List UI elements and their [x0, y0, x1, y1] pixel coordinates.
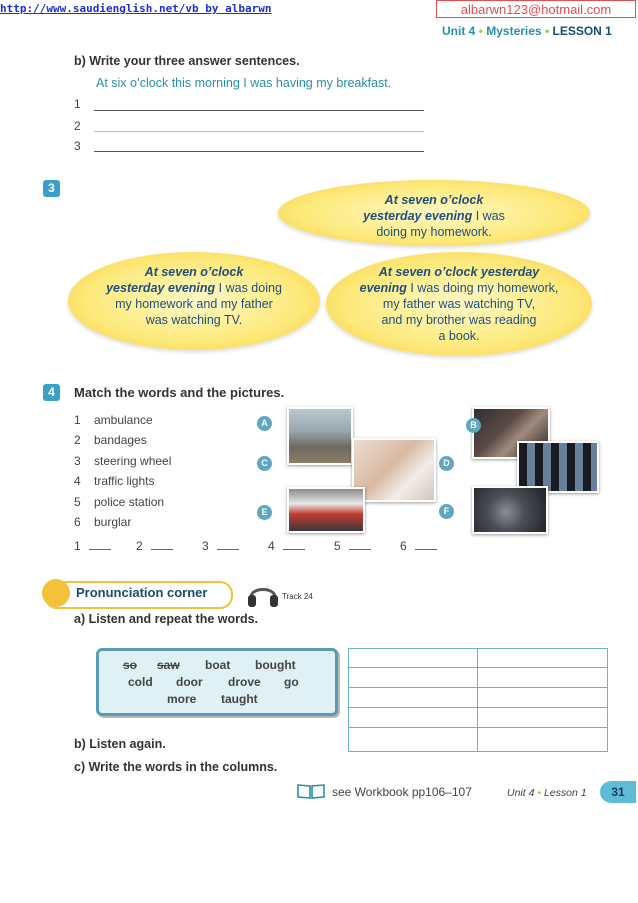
line-number-2: 2 — [74, 119, 81, 133]
word-bought: bought — [255, 658, 296, 672]
answer-blank-6[interactable]: 6 — [400, 539, 437, 553]
word-item: 2 bandages — [74, 433, 147, 448]
bubble-left-line-4: was watching TV. — [145, 313, 243, 327]
page-number: 31 — [600, 781, 636, 803]
line-number-1: 1 — [74, 97, 81, 111]
bubble-right-line-3: my father was watching TV, — [382, 297, 536, 311]
unit-label: Unit 4 — [442, 24, 476, 38]
word-drove: drove — [228, 675, 261, 689]
word-item: 5 police station — [74, 494, 165, 509]
answer-blank-1[interactable]: 1 — [74, 539, 111, 553]
bubble-right-line-1: At seven o’clock yesterday — [378, 265, 540, 279]
word-saw: saw — [157, 658, 180, 672]
bubble-top-line-2b: I was — [472, 209, 505, 223]
word-list — [74, 410, 171, 532]
speech-bubble-left — [68, 252, 320, 350]
pronunciation-circle-icon — [42, 579, 70, 607]
track-label: Track 24 — [282, 592, 313, 601]
speech-bubble-right — [326, 252, 592, 356]
answer-blank-3[interactable]: 3 — [202, 539, 239, 553]
word-item: 3 steering wheel — [74, 453, 172, 468]
answer-line-3 — [94, 151, 424, 152]
watermark-url[interactable]: http://www.saudienglish.net/vb by albarwn — [0, 2, 272, 15]
unit-header — [442, 24, 612, 38]
picture-label-e: E — [257, 505, 272, 520]
photo-f-steering-wheel — [472, 486, 548, 534]
picture-label-d: D — [439, 456, 454, 471]
bubble-left-line-1: At seven o’clock — [144, 265, 244, 279]
unit-topic: Mysteries — [486, 24, 542, 38]
example-sentence: At six o’clock this morning I was having my breakfast. — [96, 76, 392, 90]
photo-e-ambulance — [287, 487, 365, 533]
table-divider — [477, 649, 478, 751]
pronunciation-title: Pronunciation corner — [76, 585, 208, 600]
word-taught: taught — [221, 692, 258, 706]
word-row-1 — [123, 656, 296, 674]
answer-line-1[interactable] — [94, 110, 424, 111]
unit-dot: • — [478, 24, 483, 38]
word-more: more — [167, 692, 197, 706]
watermark-email: albarwn123@hotmail.com — [436, 0, 636, 18]
picture-label-b: B — [466, 418, 481, 433]
picture-label-a: A — [257, 416, 272, 431]
bubble-right-line-5: a book. — [438, 329, 480, 343]
answer-columns-table[interactable] — [348, 648, 608, 752]
section-4-badge: 4 — [43, 384, 60, 401]
word-door: door — [176, 675, 203, 689]
workbook-reference: see Workbook pp106–107 — [332, 785, 472, 799]
answer-blank-2[interactable]: 2 — [136, 539, 173, 553]
pronunciation-b: b) Listen again. — [74, 737, 166, 751]
word-item: 6 burglar — [74, 515, 132, 530]
word-row-2 — [128, 673, 299, 691]
bubble-left-line-2b: I was doing — [215, 281, 282, 295]
line-number-3: 3 — [74, 139, 81, 153]
answer-line-2[interactable] — [94, 131, 424, 132]
picture-label-c: C — [257, 456, 272, 471]
word-cold: cold — [128, 675, 153, 689]
workbook-icon — [297, 783, 325, 799]
pronunciation-a: a) Listen and repeat the words. — [74, 612, 259, 626]
bubble-right-line-2: evening — [359, 281, 407, 295]
picture-label-f: F — [439, 504, 454, 519]
word-row-3 — [167, 690, 258, 708]
word-box — [96, 648, 338, 716]
pronunciation-c: c) Write the words in the columns. — [74, 760, 278, 774]
photo-a-street — [287, 407, 353, 465]
word-go: go — [284, 675, 299, 689]
bubble-top-line-1: At seven o’clock — [384, 193, 484, 207]
bubble-left-line-2: yesterday evening — [106, 281, 216, 295]
answer-blank-5[interactable]: 5 — [334, 539, 371, 553]
speech-bubble-top — [278, 180, 590, 246]
section-3-badge: 3 — [43, 180, 60, 197]
answer-blank-4[interactable]: 4 — [268, 539, 305, 553]
bubble-right-line-2b: I was doing my homework, — [406, 281, 559, 295]
bubble-top-line-2: yesterday evening — [363, 209, 473, 223]
bubble-top-line-3: doing my homework. — [376, 225, 492, 239]
lesson-label: LESSON 1 — [552, 24, 612, 38]
table-row — [349, 667, 607, 668]
part-b-heading: b) Write your three answer sentences. — [74, 54, 300, 68]
table-row — [349, 687, 607, 688]
table-row — [349, 707, 607, 708]
headphones-icon[interactable] — [245, 581, 281, 609]
bubble-left-line-3: my homework and my father — [115, 297, 273, 311]
word-boat: boat — [205, 658, 231, 672]
bubble-right-line-4: and my brother was reading — [381, 313, 537, 327]
word-so: so — [123, 658, 138, 672]
word-item: 1 ambulance — [74, 413, 153, 427]
section-4-heading: Match the words and the pictures. — [74, 385, 285, 400]
unit-dot-2: • — [544, 24, 550, 38]
word-item: 4 traffic lights — [74, 474, 155, 489]
footer-unit-lesson: Unit 4 • Lesson 1 — [507, 787, 587, 799]
table-row — [349, 727, 607, 728]
